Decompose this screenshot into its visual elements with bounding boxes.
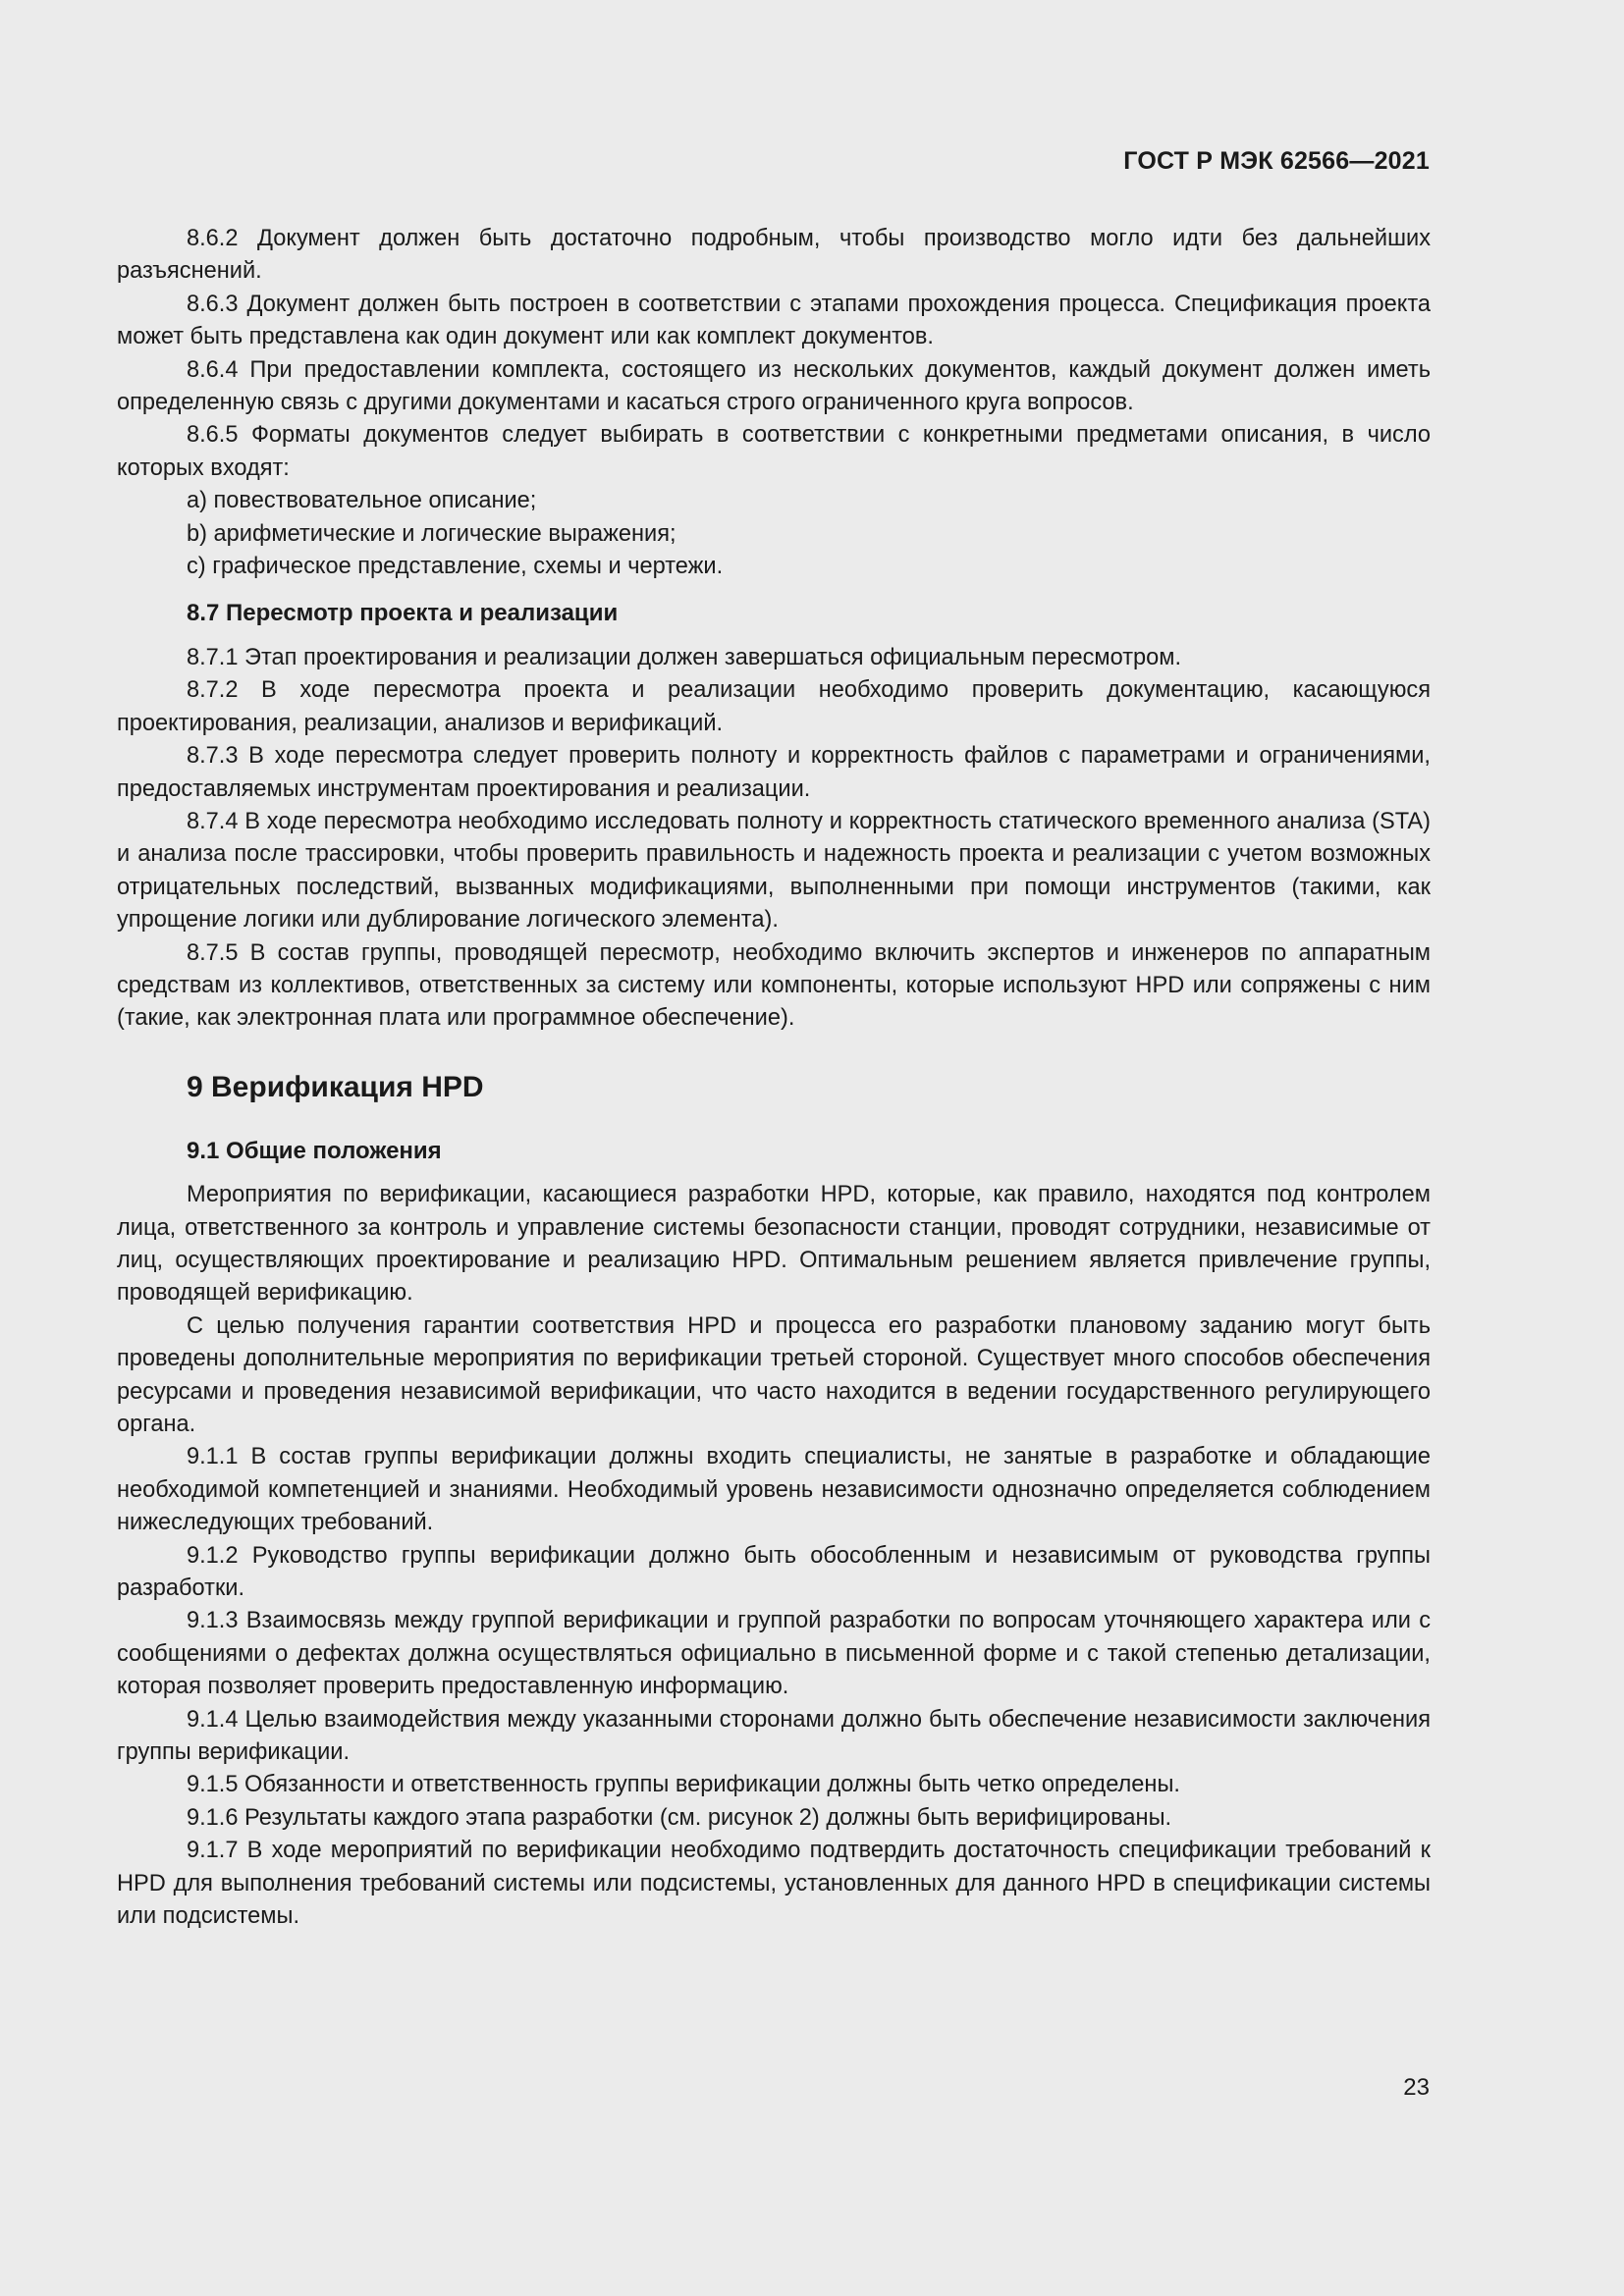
document-header-id: ГОСТ Р МЭК 62566—2021 — [1123, 147, 1430, 175]
heading-9-1: 9.1 Общие положения — [187, 1137, 442, 1164]
paragraph-9-1-1: 9.1.1 В состав группы верификации должны входить специалисты, не занятые в разработке и обладающие необходимой компетенцией и знаниями. Необходимый уровень независимости однозначно определяется соблюдением нижеследующих требований. — [117, 1444, 1431, 1536]
paragraph-8-7-5: 8.7.5 В состав группы, проводящей пересмотр, необходимо включить экспертов и инженеров по аппаратным средствам из коллективов, ответственных за систему или компоненты, которые используют HPD или сопряжены с ним (такие, как электронная плата или программное обеспечение). — [117, 939, 1431, 1032]
paragraph-9-1-4: 9.1.4 Целью взаимодействия между указанными сторонами должно быть обеспечение независимости заключения группы верификации. — [117, 1706, 1431, 1766]
paragraph-8-6-2: 8.6.2 Документ должен быть достаточно подробным, чтобы производство могло идти без дальнейших разъяснений. — [117, 226, 1431, 285]
list-item-a: a) повествовательное описание; — [187, 488, 537, 514]
paragraph-8-7-2: 8.7.2 В ходе пересмотра проекта и реализации необходимо проверить документацию, касающуюся проектирования, реализации, анализов и верификаций. — [117, 677, 1431, 736]
paragraph-8-7-4: 8.7.4 В ходе пересмотра необходимо исследовать полноту и корректность статического временного анализа (STA) и анализа после трассировки, чтобы проверить правильность и надежность проекта и реализации с учетом возможных отрицательных последствий, вызванных модификациями, выполненными при помощи инструментов (такими, как упрощение логики или дублирование логического элемента). — [117, 808, 1431, 934]
page-number: 23 — [1403, 2074, 1430, 2101]
paragraph-8-6-4: 8.6.4 При предоставлении комплекта, состоящего из нескольких документов, каждый документ должен иметь определенную связь с другими документами и касаться строго ограниченного круга вопросов. — [117, 356, 1431, 416]
paragraph-9-intro-2: С целью получения гарантии соответствия HPD и процесса его разработки плановому заданию могут быть проведены дополнительные мероприятия по верификации третьей стороной. Существует много способов обеспечения ресурсами и проведения независимой верификации, что часто находится в ведении государственного регулирующего органа. — [117, 1312, 1431, 1437]
paragraph-9-1-2: 9.1.2 Руководство группы верификации должно быть обособленным и независимым от руководства группы разработки. — [117, 1542, 1431, 1602]
paragraph-8-7-1: 8.7.1 Этап проектирования и реализации должен завершаться официальным пересмотром. — [187, 644, 1182, 670]
paragraph-8-7-3: 8.7.3 В ходе пересмотра следует проверить полноту и корректность файлов с параметрами и ограничениями, предоставляемых инструментам проектирования и реализации. — [117, 743, 1431, 802]
paragraph-8-6-5: 8.6.5 Форматы документов следует выбирать в соответствии с конкретными предметами описания, в число которых входят: — [117, 422, 1431, 481]
paragraph-9-1-3: 9.1.3 Взаимосвязь между группой верификации и группой разработки по вопросам уточняющего характера или с сообщениями о дефектах должна осуществляться официально в письменной форме и с такой степенью детализации, которая позволяет проверить предоставленную информацию. — [117, 1608, 1431, 1700]
heading-8-7: 8.7 Пересмотр проекта и реализации — [187, 600, 619, 627]
paragraph-9-1-6: 9.1.6 Результаты каждого этапа разработки (см. рисунок 2) должны быть верифицированы. — [187, 1804, 1172, 1831]
paragraph-9-intro-1: Мероприятия по верификации, касающиеся разработки HPD, которые, как правило, находятся под контролем лица, ответственного за контроль и управление системы безопасности станции, проводят сотрудники, независимые от лиц, осуществляющих проектирование и реализацию HPD. Оптимальным решением является привлечение группы, проводящей верификацию. — [117, 1182, 1431, 1307]
list-item-b: b) арифметические и логические выражения; — [187, 520, 677, 547]
paragraph-9-1-7: 9.1.7 В ходе мероприятий по верификации необходимо подтвердить достаточность спецификации требований к HPD для выполнения требований системы или подсистемы, установленных для данного HPD в спецификации системы или подсистемы. — [117, 1838, 1431, 1930]
paragraph-8-6-3: 8.6.3 Документ должен быть построен в соответствии с этапами прохождения процесса. Спецификация проекта может быть представлена как один документ или как комплект документов. — [117, 291, 1431, 350]
page-body — [117, 223, 1431, 1934]
heading-9: 9 Верификация HPD — [187, 1070, 484, 1103]
paragraph-9-1-5: 9.1.5 Обязанности и ответственность группы верификации должны быть четко определены. — [187, 1772, 1180, 1798]
list-item-c: c) графическое представление, схемы и чертежи. — [187, 554, 724, 580]
